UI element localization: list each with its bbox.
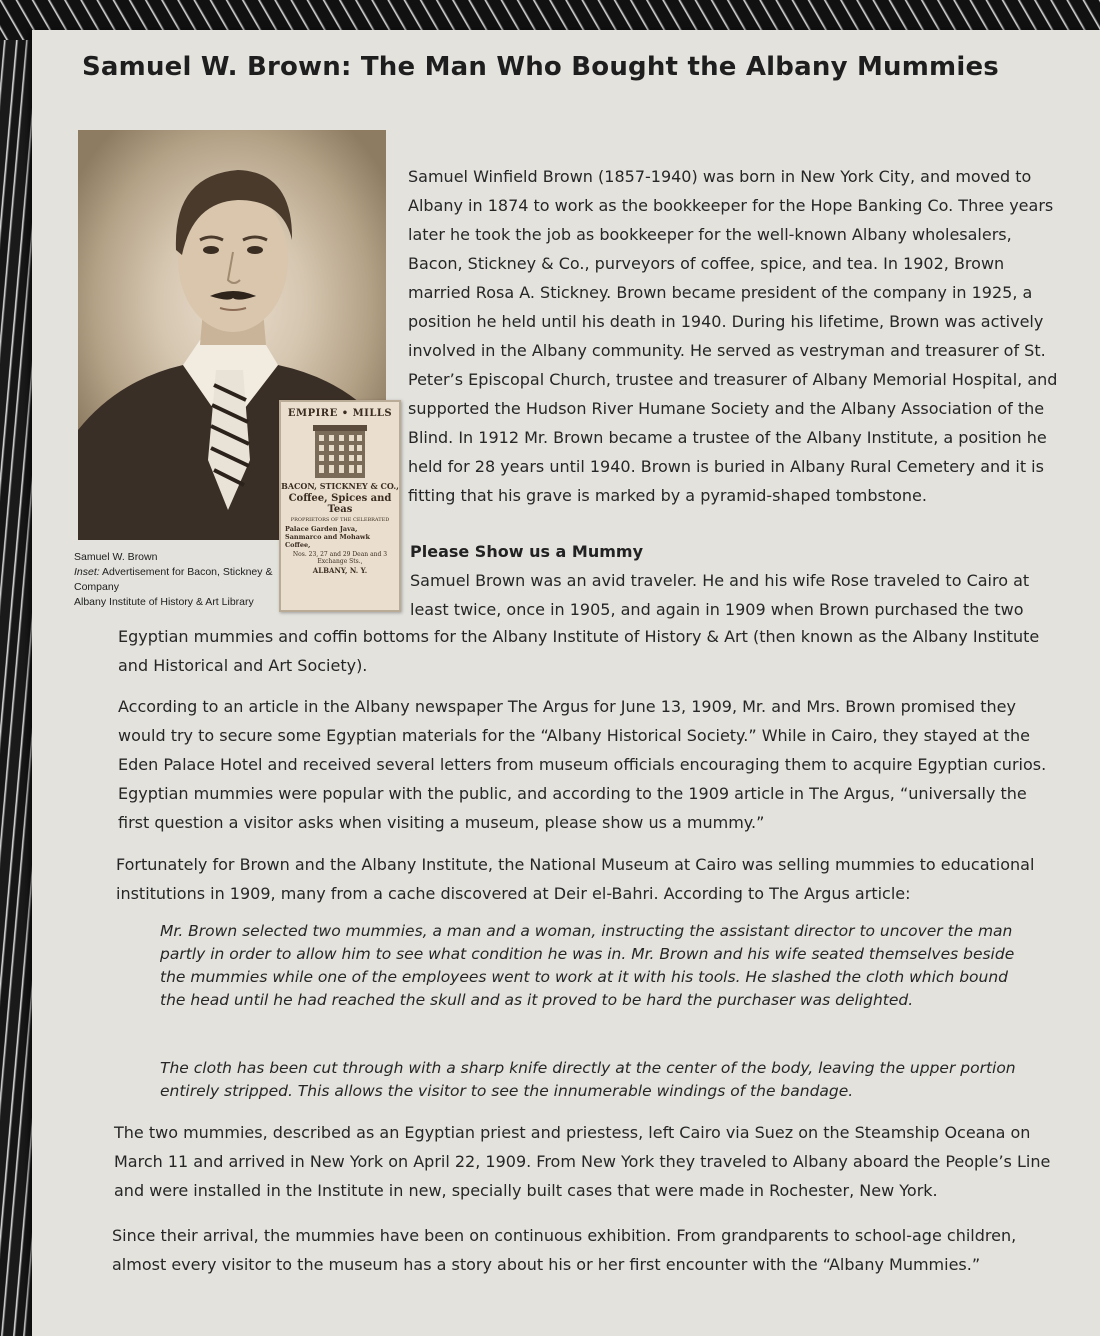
ad-item: Palace Garden Java, bbox=[285, 525, 358, 533]
paragraph-travel-end: Egyptian mummies and coffin bottoms for the Albany Institute of History & Art (then known as the Albany Institute and Historical and Art Society). bbox=[118, 627, 1040, 675]
caption-inset bbox=[74, 565, 280, 595]
ad-address: Nos. 23, 27 and 29 Dean and 3 Exchange Sts., bbox=[292, 551, 388, 565]
paragraph-voyage: The two mummies, described as an Egyptian priest and priestess, left Cairo via Suez on the Steamship Oceana on March 11 and arrived in New York on April 22, 1909. From New York they traveled to Albany aboard the People’s Line and were installed in the Institute in new, specially built cases that were made in Rochester, New York. bbox=[114, 1123, 1051, 1200]
ad-product: Coffee, Spices and Teas bbox=[288, 493, 392, 515]
ad-company: BACON, STICKNEY & CO., bbox=[281, 481, 399, 491]
building-engraving-icon bbox=[305, 423, 375, 478]
inset-advertisement bbox=[279, 400, 401, 612]
paragraph-argus-article: According to an article in the Albany newspaper The Argus for June 13, 1909, Mr. and Mrs. Brown promised they would try to secure some Egyptian materials for the “Albany Historical Society.” While in Cairo, they stayed at the Eden Palace Hotel and received several letters from museum officials encouraging them to acquire Egyptian curios. Egyptian mummies were popular with the public, and according to the 1909 article in The Argus, “universally the first question a visitor asks when visiting a museum, please show us a mummy.” bbox=[118, 697, 1047, 832]
photo-caption bbox=[74, 550, 280, 610]
subheading: Please Show us a Mummy bbox=[410, 542, 643, 561]
paragraph-national-museum: Fortunately for Brown and the Albany Institute, the National Museum at Cairo was selling mummies to educational institutions in 1909, many from a cache discovered at Deir el-Bahri. According to The Argus article: bbox=[116, 855, 1035, 903]
caption-inset-label: Inset: bbox=[74, 566, 100, 578]
caption-credit: Albany Institute of History & Art Library bbox=[74, 596, 254, 608]
quote-selection: Mr. Brown selected two mummies, a man and a woman, instructing the assistant director to uncover the man partly in order to allow him to see what condition he was in. Mr. Brown and his wife seated themselves beside the mummies while one of the employees went to work at it with his tools. He slashed the cloth which bound the head until he had reached the skull and as it proved to be hard the purchaser was delighted. bbox=[160, 922, 1015, 1009]
paragraph-exhibition: Since their arrival, the mummies have been on continuous exhibition. From grandparents to school-age children, almost every visitor to the museum has a story about his or her first encounter with the “Albany Mummies.” bbox=[112, 1226, 1017, 1274]
paragraph-travel-start: Samuel Brown was an avid traveler. He and his wife Rose traveled to Cairo at least twice, once in 1905, and again in 1909 when Brown purchased the two bbox=[410, 571, 1030, 619]
ad-city: ALBANY, N. Y. bbox=[312, 566, 368, 575]
quote-cloth: The cloth has been cut through with a sharp knife directly at the center of the body, leaving the upper portion entirely stripped. This allows the visitor to see the innumerable windings of the bandage. bbox=[160, 1059, 1016, 1100]
ad-item: Sanmarco and Mohawk Coffee, bbox=[285, 533, 371, 549]
caption-inset-text: Advertisement for Bacon, Stickney & Company bbox=[74, 566, 273, 593]
caption-name: Samuel W. Brown bbox=[74, 551, 158, 563]
ad-header: EMPIRE • MILLS bbox=[287, 408, 393, 419]
ad-fine-print: PROPRIETORS OF THE CELEBRATED bbox=[290, 517, 390, 523]
ad-items bbox=[281, 525, 399, 549]
paragraph-biography: Samuel Winfield Brown (1857-1940) was born in New York City, and moved to Albany in 1874 to work as the bookkeeper for the Hope Banking Co. Three years later he took the job as bookkeeper for the well-known Albany wholesalers, Bacon, Stickney & Co., purveyors of coffee, spice, and tea. In 1902, Brown married Rosa A. Stickney. Brown became president of the company in 1925, a position he held until his death in 1940. During his lifetime, Brown was actively involved in the Albany community. He served as vestryman and treasurer of St. Peter’s Episcopal Church, trustee and treasurer of Albany Memorial Hospital, and supported the Hudson River Humane Society and the Albany Association of the Blind. In 1912 Mr. Brown became a trustee of the Albany Institute, a position he held for 28 years until 1940. Brown is buried in Albany Rural Cemetery and it is fitting that his grave is marked by a pyramid-shaped tombstone. bbox=[408, 167, 1058, 505]
panel-title: Samuel W. Brown: The Man Who Bought the Albany Mummies bbox=[82, 52, 999, 82]
